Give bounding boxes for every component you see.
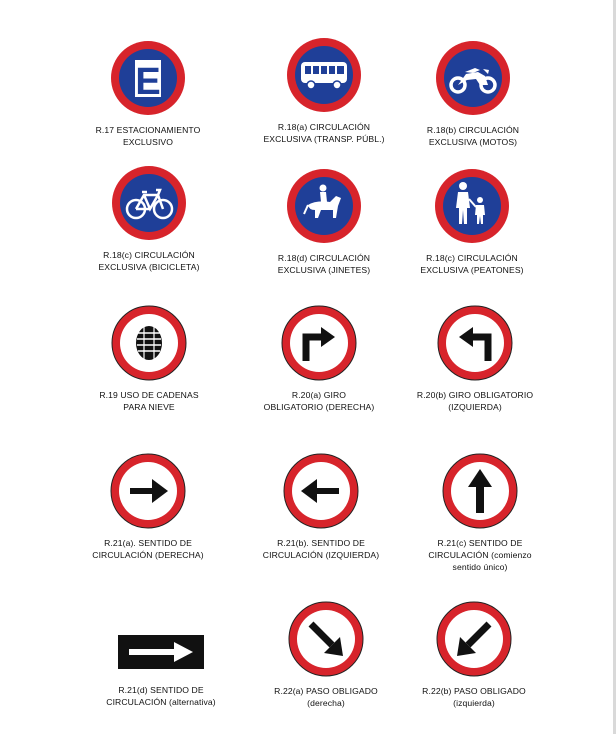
pass-right-arrow-icon	[286, 599, 366, 679]
pass-left-arrow-icon	[434, 599, 514, 679]
sign-r18c-pedestrians	[382, 166, 562, 276]
snow-chains-icon	[109, 303, 189, 383]
caption-line: EXCLUSIVA (JINETES)	[277, 265, 371, 275]
caption	[382, 252, 562, 276]
caption-line: EXCLUSIVA (PEATONES)	[420, 265, 524, 275]
caption	[58, 537, 238, 561]
caption	[229, 389, 409, 413]
caption-line: (IZQUIERDA)	[448, 402, 502, 412]
sign-r22b	[384, 599, 564, 709]
caption-line: sentido único)	[452, 562, 508, 572]
caption-line: R.21(b). SENTIDO DE	[277, 538, 365, 548]
caption	[231, 537, 411, 561]
caption	[59, 389, 239, 413]
caption-line: CIRCULACIÓN (alternativa)	[106, 697, 216, 707]
caption-line: R.18(b) CIRCULACIÓN	[426, 125, 520, 135]
sign-r17	[58, 38, 238, 148]
caption	[71, 684, 251, 708]
alternative-direction-arrow-icon	[118, 635, 204, 669]
caption-line: (izquierda)	[453, 698, 495, 708]
sign-r20b	[385, 303, 565, 413]
caption-line: R.21(a). SENTIDO DE	[104, 538, 192, 548]
caption-line: R.20(b) GIRO OBLIGATORIO	[416, 390, 534, 400]
caption-line: R.20(a) GIRO	[291, 390, 347, 400]
caption-line: R.22(a) PASO OBLIGADO	[274, 686, 378, 696]
caption	[390, 537, 570, 573]
caption	[59, 249, 239, 273]
caption-line: R.18(c) CIRCULACIÓN	[426, 253, 518, 263]
caption-line: R.21(c) SENTIDO DE	[437, 538, 523, 548]
caption-line: (derecha)	[307, 698, 345, 708]
arrow-right-icon	[108, 451, 188, 531]
sign-r19	[59, 303, 239, 413]
caption-line: R.22(b) PASO OBLIGADO	[422, 686, 526, 696]
caption-line: R.19 USO DE CADENAS	[99, 390, 199, 400]
parking-exclusive-icon	[108, 38, 188, 118]
arrow-up-icon	[440, 451, 520, 531]
sign-r20a	[229, 303, 409, 413]
caption-line: PARA NIEVE	[123, 402, 175, 412]
caption-line: R.18(c) CIRCULACIÓN	[103, 250, 195, 260]
sign-r21c	[390, 451, 570, 573]
sign-r21b	[231, 451, 411, 561]
pedestrians-icon	[432, 166, 512, 246]
bicycle-icon	[109, 163, 189, 243]
sign-r18c-bicycle	[59, 163, 239, 273]
caption	[385, 389, 565, 413]
sign-r21d	[71, 635, 251, 708]
caption-line: EXCLUSIVA (TRANSP. PÚBL.)	[263, 134, 385, 144]
caption-line: EXCLUSIVA (BICICLETA)	[98, 262, 200, 272]
caption-line: CIRCULACIÓN (IZQUIERDA)	[262, 550, 380, 560]
caption	[384, 685, 564, 709]
parking-letter: E	[135, 61, 161, 103]
caption-line: R.18(d) CIRCULACIÓN	[277, 253, 371, 263]
caption-line: EXCLUSIVO	[122, 137, 174, 147]
caption	[58, 124, 238, 148]
caption-line: CIRCULACIÓN (comienzo	[428, 550, 532, 560]
horse-rider-icon	[284, 166, 364, 246]
turn-left-icon	[435, 303, 515, 383]
caption-line: R.17 ESTACIONAMIENTO	[95, 125, 201, 135]
turn-right-icon	[279, 303, 359, 383]
caption-line: R.18(a) CIRCULACIÓN	[277, 122, 371, 132]
caption-line: OBLIGATORIO (DERECHA)	[263, 402, 375, 412]
caption-line: CIRCULACIÓN (DERECHA)	[92, 550, 204, 560]
arrow-left-icon	[281, 451, 361, 531]
bus-icon	[284, 35, 364, 115]
caption-line: EXCLUSIVA (MOTOS)	[428, 137, 518, 147]
caption	[383, 124, 563, 148]
sign-r18b	[383, 38, 563, 148]
caption-line: R.21(d) SENTIDO DE	[118, 685, 204, 695]
motorcycle-icon	[433, 38, 513, 118]
sign-r21a	[58, 451, 238, 561]
